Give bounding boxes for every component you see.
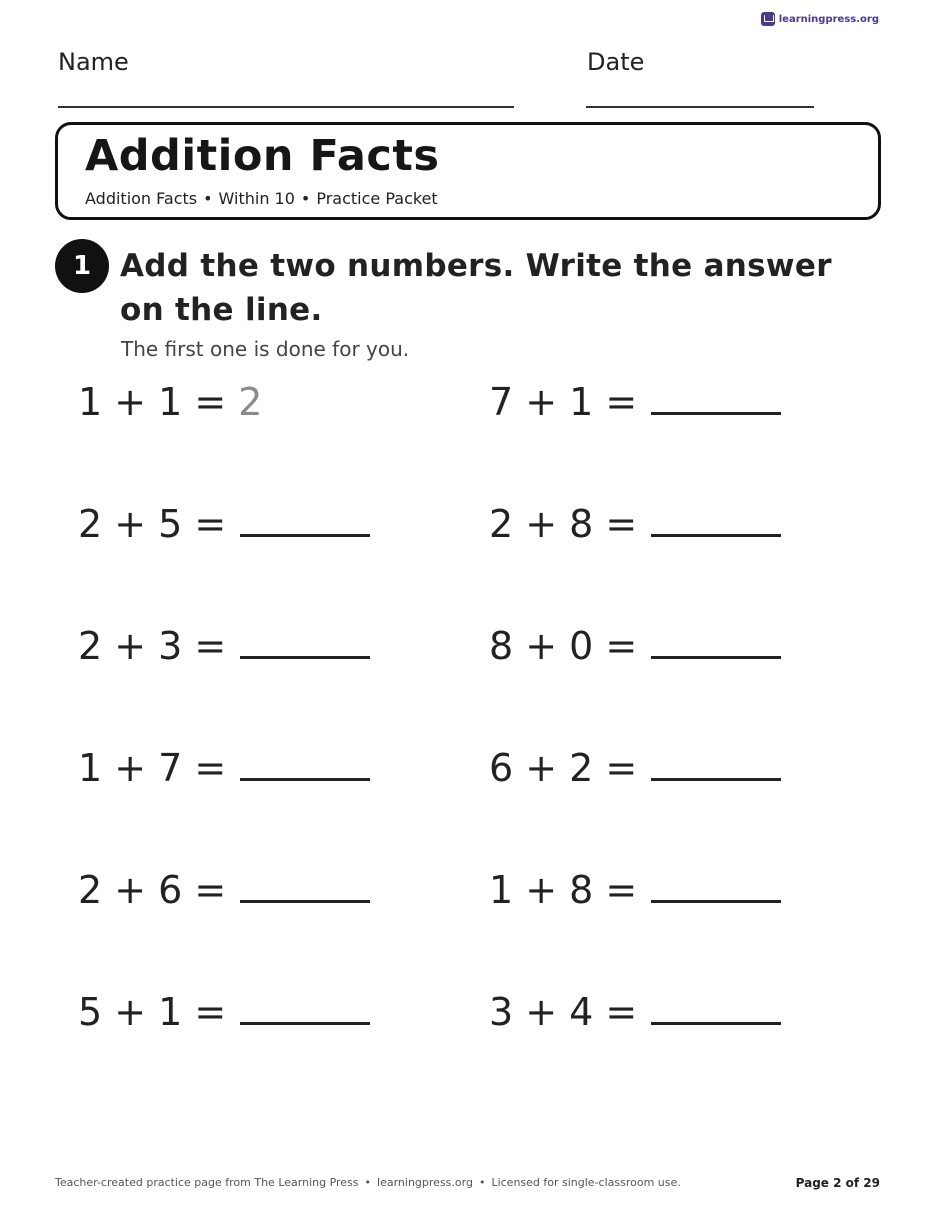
question-number-badge: 1 [55, 239, 109, 293]
problem-expression: 7 + 1 = [489, 380, 638, 424]
subtitle-topic: Addition Facts [85, 189, 198, 208]
question-hint: The first one is done for you. [121, 337, 410, 361]
problem-item [489, 987, 781, 1037]
answer-blank[interactable] [240, 623, 370, 659]
date-label: Date [587, 48, 645, 76]
answer-blank[interactable] [651, 623, 781, 659]
problem-item [78, 377, 262, 427]
footer-site: learningpress.org [377, 1176, 473, 1189]
problem-item [489, 499, 781, 549]
brand-text: learningpress.org [778, 13, 879, 25]
answer-blank[interactable] [651, 501, 781, 537]
answer-blank[interactable] [240, 745, 370, 781]
footer-license: Licensed for single-classroom use. [491, 1176, 681, 1189]
name-label: Name [58, 48, 129, 76]
problem-item [78, 865, 370, 915]
problem-item [78, 987, 370, 1037]
problem-item [78, 621, 370, 671]
answer-blank[interactable] [240, 867, 370, 903]
problem-expression: 1 + 8 = [489, 868, 638, 912]
problem-expression: 2 + 6 = [78, 868, 227, 912]
page-title: Addition Facts [85, 131, 440, 181]
problem-expression: 2 + 3 = [78, 624, 227, 668]
answer-blank[interactable] [240, 501, 370, 537]
answer-blank[interactable] [651, 867, 781, 903]
page-number: Page 2 of 29 [795, 1176, 880, 1190]
problem-expression: 1 + 7 = [78, 746, 227, 790]
answer-blank[interactable] [651, 989, 781, 1025]
subtitle-separator: • [300, 189, 311, 208]
question-instruction: Add the two numbers. Write the answer on the line. [120, 248, 832, 328]
title-box [55, 122, 881, 220]
problem-item [489, 743, 781, 793]
brand-logo [761, 12, 879, 26]
problem-expression: 5 + 1 = [78, 990, 227, 1034]
problem-expression: 6 + 2 = [489, 746, 638, 790]
footer [55, 1176, 681, 1189]
problem-item [489, 865, 781, 915]
subtitle-separator: • [203, 189, 213, 208]
example-answer: 2 [238, 380, 263, 424]
problem-expression: 2 + 5 = [78, 502, 227, 546]
subtitle [85, 189, 438, 208]
problem-expression: 3 + 4 = [489, 990, 638, 1034]
answer-blank[interactable] [240, 989, 370, 1025]
date-line [586, 106, 814, 108]
answer-blank[interactable] [651, 379, 781, 415]
subtitle-type: Practice Packet [316, 189, 438, 208]
answer-blank[interactable] [651, 745, 781, 781]
problem-item [78, 743, 370, 793]
footer-separator: • [364, 1176, 372, 1189]
problem-item [78, 499, 370, 549]
subtitle-range: Within 10 [218, 189, 295, 208]
problem-expression: 2 + 8 = [489, 502, 638, 546]
problem-item [489, 621, 781, 671]
footer-separator: • [478, 1176, 486, 1189]
problem-expression: 1 + 1 = [78, 380, 227, 424]
problem-expression: 8 + 0 = [489, 624, 638, 668]
footer-credit: Teacher-created practice page from The Learning Press [55, 1176, 359, 1189]
book-icon [761, 12, 775, 26]
name-line [58, 106, 514, 108]
problem-item [489, 377, 781, 427]
